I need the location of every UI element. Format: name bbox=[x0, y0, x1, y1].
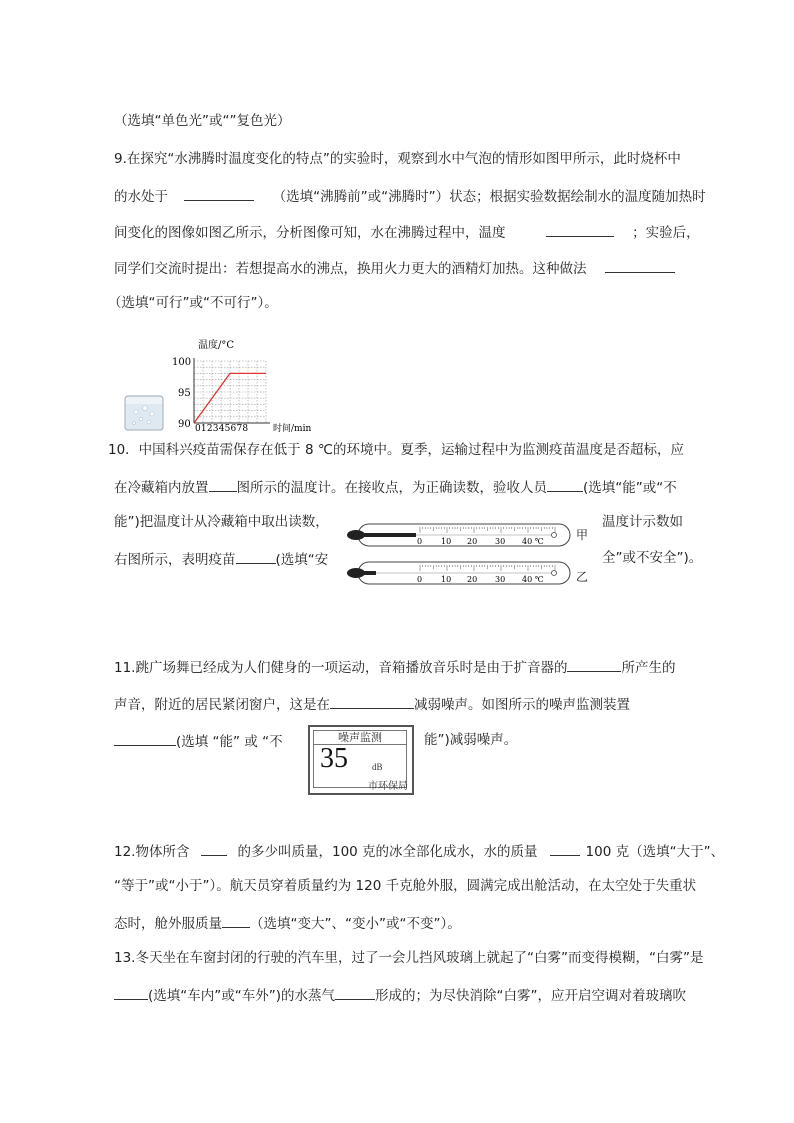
blank[interactable] bbox=[335, 985, 375, 1000]
q9-text: ；实验后， bbox=[632, 225, 700, 241]
tick-label: 10 bbox=[441, 537, 452, 546]
beaker-figure bbox=[122, 394, 168, 434]
q11-text: 11.跳广场舞已经成为人们健身的一项运动，音箱播放音乐时是由于扩音器的 bbox=[114, 660, 568, 676]
blank[interactable] bbox=[114, 985, 148, 1000]
tick-label: 0 bbox=[417, 537, 423, 546]
q12-text: （选填“变大”、“变小”或“不变”）。 bbox=[250, 916, 461, 932]
q11-line-1 bbox=[114, 657, 675, 677]
tick-label: 0 bbox=[417, 575, 423, 584]
q12-text: 100 克（选填“大于”、 bbox=[585, 844, 725, 860]
q13-text: (选填“车内”或“车外”)的水蒸气 bbox=[148, 988, 336, 1004]
blank[interactable] bbox=[114, 731, 176, 746]
q10-line-4 bbox=[114, 549, 328, 569]
blank[interactable] bbox=[330, 694, 414, 709]
blank[interactable] bbox=[567, 657, 621, 672]
q12-line-3 bbox=[114, 913, 461, 933]
q9-line-4 bbox=[114, 258, 675, 278]
thermometer-jia bbox=[347, 524, 588, 546]
temperature-chart bbox=[170, 336, 320, 432]
q12-line-2: “等于”或“小于”）。航天员穿着质量约为 120 千克舱外服，圆满完成出舱活动，在太空处于失重状 bbox=[114, 878, 697, 894]
q11-text: 声音，附近的居民紧闭窗户，这是在 bbox=[114, 697, 330, 713]
blank[interactable] bbox=[546, 222, 614, 237]
blank[interactable] bbox=[222, 913, 250, 928]
q8-tail: （选填“单色光”或“”复色光） bbox=[114, 113, 291, 129]
q10-line-1: 10．中国科兴疫苗需保存在低于 8 ℃的环境中。夏季，运输过程中为监测疫苗温度是否超标，应 bbox=[108, 442, 685, 458]
tick-label: 20 bbox=[467, 537, 478, 546]
q9-line-2 bbox=[114, 186, 706, 206]
q10-line-3b: 温度计示数如 bbox=[602, 514, 683, 530]
q9-text: 间变化的图像如图乙所示，分析图像可知，水在沸腾过程中，温度 bbox=[114, 225, 506, 241]
q12-line-1 bbox=[114, 841, 724, 861]
q10-text: (选填“能”或“不 bbox=[583, 480, 677, 496]
blank[interactable] bbox=[209, 477, 237, 492]
chart-ylabel: 温度/°C bbox=[198, 340, 235, 351]
blank[interactable] bbox=[605, 258, 675, 273]
tick-label: 20 bbox=[467, 575, 478, 584]
q9-text: 同学们交流时提出：若想提高水的沸点，换用火力更大的酒精灯加热。这种做法 bbox=[114, 261, 587, 277]
thermometer-yi bbox=[347, 562, 588, 584]
y-tick-90: 90 bbox=[178, 419, 191, 430]
blank[interactable] bbox=[550, 841, 580, 856]
q9-text: （选填“沸腾前”或“沸腾时”）状态；根据实验数据绘制水的温度随加热时 bbox=[272, 189, 706, 205]
q10-text: 在冷藏箱内放置 bbox=[114, 480, 209, 496]
q12-text: 态时，舱外服质量 bbox=[114, 916, 222, 932]
y-tick-100: 100 bbox=[172, 357, 192, 368]
q10-line-4c: 全”或不安全”)。 bbox=[602, 550, 703, 566]
q11-text: 减弱噪声。如图所示的噪声监测装置 bbox=[414, 697, 630, 713]
thermometers-figure bbox=[344, 522, 592, 588]
blank[interactable] bbox=[547, 477, 583, 492]
q10-line-2 bbox=[114, 477, 677, 497]
tick-label: 30 bbox=[495, 537, 506, 546]
q11-text: (选填 “能” 或 “不 bbox=[176, 734, 283, 750]
y-tick-95: 95 bbox=[178, 388, 191, 399]
q12-text: 12.物体所含 bbox=[114, 844, 190, 860]
q10-line-3a: 能”)把温度计从冷藏箱中取出读数， bbox=[114, 514, 329, 530]
noise-monitor bbox=[308, 725, 414, 795]
q13-line-1: 13.冬天坐在车窗封闭的行驶的汽车里，过了一会儿挡风玻璃上就起了“白雾”而变得模糊，“白雾”是 bbox=[114, 950, 704, 966]
tick-label: 40 ℃ bbox=[522, 537, 544, 546]
q9-line-3 bbox=[114, 222, 700, 242]
tick-label: 40 ℃ bbox=[522, 575, 544, 584]
q10-text: 右图所示，表明疫苗 bbox=[114, 552, 236, 568]
q11-line-3a bbox=[114, 731, 283, 751]
q13-line-2 bbox=[114, 985, 686, 1005]
noise-monitor-title: 噪声监测 bbox=[314, 731, 406, 745]
q9-line-5: （选填“可行”或“不可行”）。 bbox=[108, 295, 278, 311]
q11-text: 所产生的 bbox=[621, 660, 676, 676]
q11-line-2 bbox=[114, 694, 630, 714]
noise-monitor-footer: 市环保局 bbox=[368, 781, 408, 792]
label-yi: 乙 bbox=[576, 570, 589, 584]
chart-xlabel: 时间/min bbox=[273, 424, 312, 432]
q13-text: 形成的；为尽快消除“白雾”，应开启空调对着玻璃吹 bbox=[375, 988, 687, 1004]
chart-grid bbox=[194, 361, 266, 423]
blank[interactable] bbox=[236, 549, 276, 564]
noise-monitor-value: 35 bbox=[320, 743, 348, 774]
tick-label: 10 bbox=[441, 575, 452, 584]
q11-line-3b: 能”)减弱噪声。 bbox=[424, 732, 518, 748]
label-jia: 甲 bbox=[576, 528, 589, 542]
q9-line-1: 9.在探究“水沸腾时温度变化的特点”的实验时，观察到水中气泡的情形如图甲所示，此时烧杯中 bbox=[114, 151, 681, 167]
q10-text: (选填“安 bbox=[275, 552, 329, 568]
x-ticks: 012345678 bbox=[195, 424, 249, 432]
tick-label: 30 bbox=[495, 575, 506, 584]
blank[interactable] bbox=[201, 841, 227, 856]
noise-monitor-unit: dB bbox=[372, 762, 383, 772]
q10-text: 图所示的温度计。在接收点，为正确读数，验收人员 bbox=[236, 480, 547, 496]
blank[interactable] bbox=[184, 186, 254, 201]
q9-text: 的水处于 bbox=[114, 189, 168, 205]
q12-text: 的多少叫质量，100 克的冰全部化成水，水的质量 bbox=[237, 844, 538, 860]
